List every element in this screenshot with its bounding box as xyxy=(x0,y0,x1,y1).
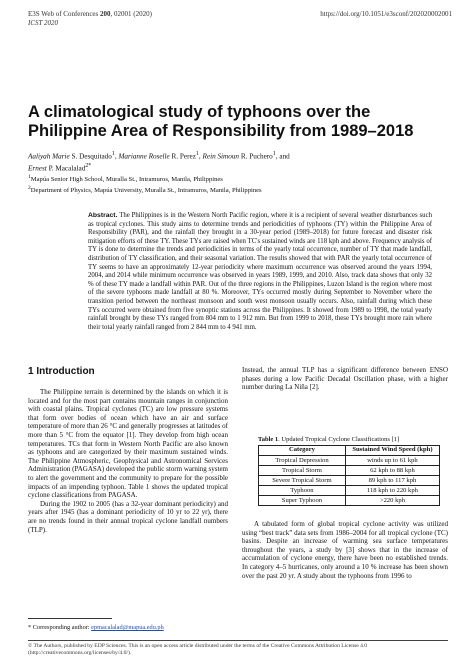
affiliation-2: Department of Physics, Mapúa University, Muralla St., Intramuros, Manila, Philippines xyxy=(30,187,262,195)
journal-name: E3S Web of Conferences xyxy=(28,10,101,18)
table-cell: Typhoon xyxy=(259,485,346,495)
table-cell: winds up to 61 kph xyxy=(345,455,439,465)
paragraph: A tabulated form of global tropical cyclone activity was utilized using “best track” data sets from 1986–2004 for all tropical cyclone (TC) basins. Despite an increase of warming sea surface temperatures throughout the years, a study by [3] shows that in the increase of accumulation of cyclone energy, there have been no established trends. In category 4–5 hurricanes, only around a 10 % increase has been shown over the past 20 yr. A study about the typhoons from 1996 to xyxy=(242,520,448,580)
author-conjunction: , and xyxy=(275,152,290,161)
author-email-link[interactable]: epmacalalad@mapua.edu.ph xyxy=(91,624,164,631)
table-row xyxy=(259,475,440,485)
journal-article: , 02001 (2020) xyxy=(110,10,152,18)
table-cell: Tropical Storm xyxy=(259,465,346,475)
abstract-text: The Philippines is in the Western North Pacific region, where it is a recipient of several weather disturbances such as tropical cyclones. This study aims to determine trends and periodicities of typhoons (TY) within the Philippine Area of Responsibility (PAR), and the rainfall they brought in a 30-year period (1989–2018) for future forecast and disaster risk mitigation efforts of these TY. These TYs are raised when TC's sustained winds are 118 kph and above. Frequency analysis of TY is done to determine the trends and periodicities in terms of the yearly total occurrence, number of TY that made landfall, distribution of TY classification, and their seasonal variation. The results showed that with PAR the yearly total occurrence of TY seems to have an approximately 12-year periodicity where maximum occurrence was observed around the years 1994, 2004, and 2014 while minimum occurrence was observed in years 1989, 1999, and 2010. Also, track data shows that only 32 % of these TY made a landfall within PAR. Out of the three regions in the Philippines, Luzon Island is the region where most of the severe typhoons made landfall at 80 %. Moreover, TYs occurred mostly during September to November where the transition period between the northeast monsoon and south west monsoon usually occurs. Also, rainfall during which these TYs occurred were obtained from five synoptic stations across the Philippines. It showed from 1989 to 1998, the total yearly rainfall brought by these TYs ranged from 804 mm to 1 912 mm. But from 1999 to 2018, these TYs brought more rain where their total yearly rainfall ranged from 2 844 mm to 4 941 mm. xyxy=(88,212,432,331)
left-column xyxy=(28,388,228,534)
table-row xyxy=(259,495,440,505)
paragraph: The Philippine terrain is determined by the islands on which it is located and for the most part contains mountain ranges in conjunction with coastal plains. Tropical cyclones (TC) are low pressure systems that form over bodies of ocean which have an air and surface temperature of more than 26 °C and generally progresses at latitudes of more than 5 °C from the equator [1]. They develop from high ocean temperatures. TCs that form in Western North Pacific are also known as typhoons and are categorized by their maximum sustained winds. The Philippine Atmospheric, Geophysical and Astronomical Services Administration (PAGASA) developed the public storm warning system to alert the government and the community to prepare for the possible impacts of an impending typhoon. Table 1 shows the updated tropical cyclone classifications from PAGASA. xyxy=(28,388,228,500)
abstract-label: Abstract. xyxy=(88,212,118,219)
corresponding-author-footnote xyxy=(28,624,164,631)
table-row xyxy=(259,455,440,465)
table-header: Category xyxy=(259,446,346,456)
paragraph: During the 1902 to 2005 (has a 32-year dominant periodicity) and years after 1945 (has a dominant periodicity of 10 yr to 22 yr), there are no trends found in their annual tropical cyclone landfall numbers (TLP). xyxy=(28,499,228,534)
author-surname: R. Perez xyxy=(169,152,196,161)
author-surname: R. Puchero xyxy=(239,152,273,161)
table-cell: 118 kph to 220 kph xyxy=(345,485,439,495)
author-surname: P. Macalalad xyxy=(46,164,86,173)
author-given-name: Ernest xyxy=(28,164,47,173)
table-cell: Super Typhoon xyxy=(259,495,346,505)
paper-title: A climatological study of typhoons over the Philippine Area of Responsibility from 1989–2018 xyxy=(28,103,414,140)
table-cell: >220 kph xyxy=(345,495,439,505)
footer-divider xyxy=(28,640,448,641)
author-given-name: Aaliyah Marie xyxy=(28,152,70,161)
table-row xyxy=(259,485,440,495)
running-header-left xyxy=(28,10,152,28)
affiliation-mark: 1 xyxy=(111,151,115,157)
affiliation-mark: 1 xyxy=(272,151,276,157)
affiliation-mark: 2 xyxy=(28,185,31,192)
abstract xyxy=(88,212,432,332)
table-caption-label: Table 1 xyxy=(258,436,279,443)
table-caption-text: . Updated Tropical Cyclone Classifications [1] xyxy=(278,436,400,443)
affiliation-mark: 2* xyxy=(85,162,92,169)
journal-volume: 200 xyxy=(100,10,111,18)
affiliation-mark: 1 xyxy=(195,151,199,157)
affiliations xyxy=(28,173,448,195)
affiliation-1: Mapúa Senior High School, Muralla St., Intramuros, Manila, Philippines xyxy=(30,176,223,184)
conference-name: ICST 2020 xyxy=(28,19,59,27)
table-cell: Severe Tropical Storm xyxy=(259,475,346,485)
affiliation-mark: 1 xyxy=(28,174,31,180)
table-cell: Tropical Depression xyxy=(259,455,346,465)
author-given-name: Marianne Roselle xyxy=(118,152,170,161)
section-heading: 1 Introduction xyxy=(28,366,95,377)
footnote-label: * Corresponding author: xyxy=(28,624,92,631)
paragraph: Instead, the annual TLP has a significant difference between ENSO phases during a low Pacific Decadal Oscillation phase, with a higher number during La Niña [2]. xyxy=(242,366,448,392)
right-column-bottom xyxy=(242,520,448,580)
table-caption xyxy=(258,436,399,443)
table-cell: 89 kph to 117 kph xyxy=(345,475,439,485)
footnote-divider xyxy=(28,618,112,619)
author-list: Aaliyah Marie S. Desquitado$^1$, Marianne Roselle R. Perez$^1$, Rein Simoun R. Puchero$^1$, and Ernest P. Macalalad$^{2*}$ xyxy=(28,151,290,173)
author-given-name: Rein Simoun xyxy=(202,152,240,161)
table-header: Sustained Wind Speed (kph) xyxy=(345,446,439,456)
doi-link[interactable]: https://doi.org/10.1051/e3sconf/202020002001 xyxy=(320,10,452,18)
right-column-top xyxy=(242,366,448,392)
table-header-row xyxy=(259,446,440,456)
author-surname: S. Desquitado xyxy=(69,152,112,161)
classification-table xyxy=(258,445,440,506)
license-footer: © The Authors, published by EDP Sciences. This is an open access article distributed under the terms of the Creative Commons Attribution License 4.0 (http://creativecommons.org/licenses/by/4.0/). xyxy=(28,643,368,656)
table-row xyxy=(259,465,440,475)
table-cell: 62 kph to 88 kph xyxy=(345,465,439,475)
